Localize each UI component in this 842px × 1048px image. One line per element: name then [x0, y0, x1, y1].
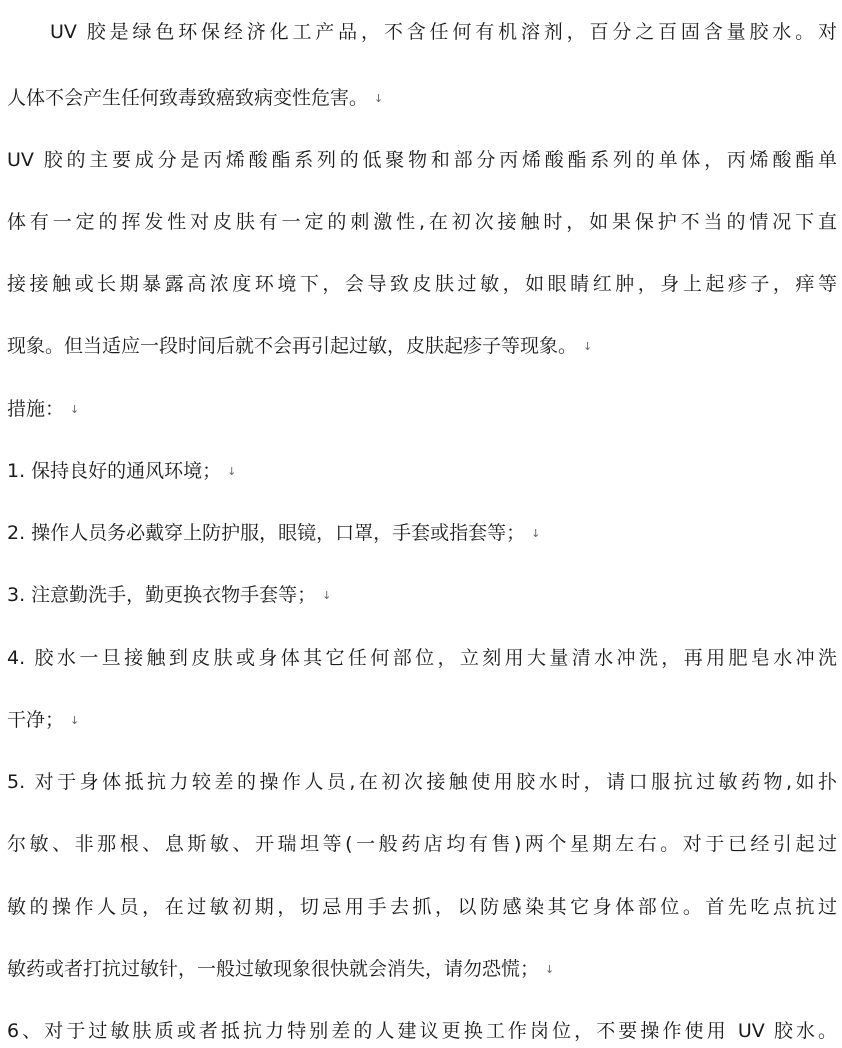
list-item-4-line-2: 干净； ↓	[7, 709, 80, 731]
paragraph-mark: ↓	[227, 464, 237, 478]
paragraph-mark: ↓	[583, 339, 593, 353]
paragraph-mark: ↓	[545, 962, 555, 976]
paragraph-1-line-1: UV 胶是绿色环保经济化工产品，不含任何有机溶剂，百分之百固含量胶水。对	[50, 21, 837, 43]
list-item-2: 2. 操作人员务必戴穿上防护服，眼镜，口罩，手套或指套等； ↓	[7, 522, 541, 544]
paragraph-mark: ↓	[322, 588, 332, 602]
paragraph-mark: ↓	[374, 91, 384, 105]
paragraph-2-line-2: 体有一定的挥发性对皮肤有一定的刺激性,在初次接触时，如果保护不当的情况下直	[7, 211, 837, 233]
paragraph-mark: ↓	[70, 713, 80, 727]
paragraph-2-line-4: 现象。但当适应一段时间后就不会再引起过敏，皮肤起疹子等现象。 ↓	[7, 335, 593, 357]
list-item-6: 6、对于过敏肤质或者抵抗力特别差的人建议更换工作岗位，不要操作使用 UV 胶水。	[7, 1020, 837, 1042]
paragraph-mark: ↓	[531, 526, 541, 540]
list-item-3: 3. 注意勤洗手，勤更换衣物手套等； ↓	[7, 584, 332, 606]
list-item-5-line-2: 尔敏、非那根、息斯敏、开瑞坦等(一般药店均有售)两个星期左右。对于已经引起过	[7, 833, 837, 855]
list-item-5-line-1: 5. 对于身体抵抗力较差的操作人员,在初次接触使用胶水时，请口服抗过敏药物,如扑	[7, 771, 837, 793]
paragraph-1-line-2: 人体不会产生任何致毒致癌致病变性危害。 ↓	[7, 87, 384, 109]
paragraph-mark: ↓	[70, 402, 80, 416]
list-item-1: 1. 保持良好的通风环境； ↓	[7, 460, 237, 482]
paragraph-2-line-1: UV 胶的主要成分是丙烯酸酯系列的低聚物和部分丙烯酸酯系列的单体，丙烯酸酯单	[7, 149, 837, 171]
list-item-5-line-3: 敏的操作人员，在过敏初期，切忌用手去抓，以防感染其它身体部位。首先吃点抗过	[7, 896, 837, 918]
measures-heading: 措施： ↓	[7, 398, 80, 420]
list-item-4-line-1: 4. 胶水一旦接触到皮肤或身体其它任何部位，立刻用大量清水冲洗，再用肥皂水冲洗	[7, 647, 837, 669]
paragraph-2-line-3: 接接触或长期暴露高浓度环境下，会导致皮肤过敏，如眼睛红肿，身上起疹子，痒等	[7, 273, 837, 295]
list-item-5-line-4: 敏药或者打抗过敏针，一般过敏现象很快就会消失，请勿恐慌； ↓	[7, 958, 555, 980]
